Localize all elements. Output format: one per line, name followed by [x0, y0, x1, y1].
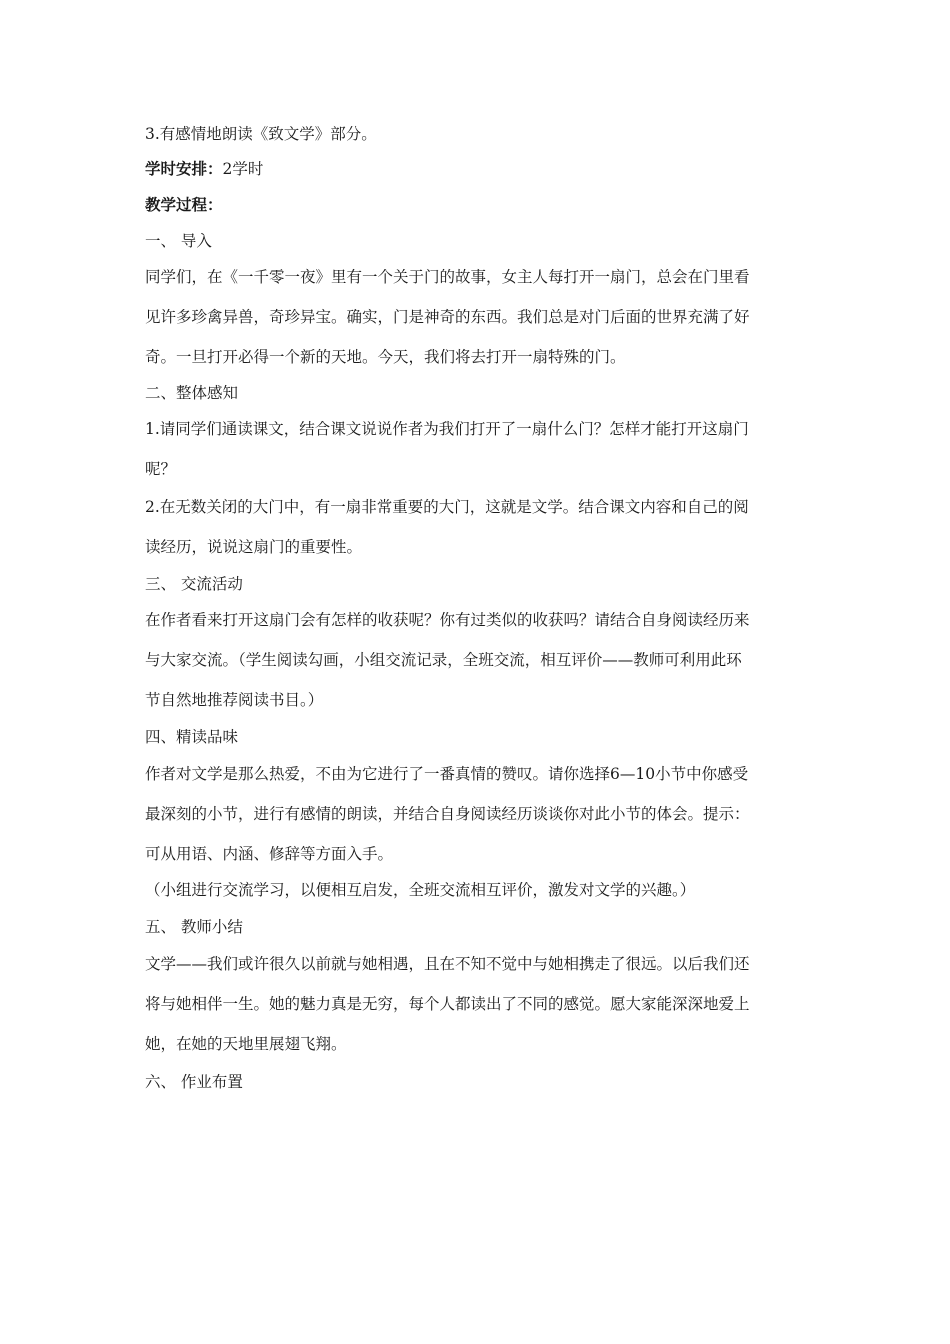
- section-1-paragraph-line: 见许多珍禽异兽，奇珍异宝。确实，门是神奇的东西。我们总是对门后面的世界充满了好: [145, 308, 750, 326]
- section-3-paragraph-line: 节自然地推荐阅读书目。）: [145, 691, 324, 709]
- section-4-paragraph-line: 作者对文学是那么热爱，不由为它进行了一番真情的赞叹。请你选择6—10小节中你感受: [145, 765, 749, 783]
- schedule-label: 学时安排：: [145, 159, 223, 178]
- section-2-item-1-line: 1.请同学们通读课文，结合课文说说作者为我们打开了一扇什么门？怎样才能打开这扇门: [145, 420, 749, 438]
- section-3-paragraph-line: 与大家交流。（学生阅读勾画，小组交流记录，全班交流，相互评价——教师可利用此环: [145, 651, 742, 669]
- section-4-paragraph-line: 最深刻的小节，进行有感情的朗读，并结合自身阅读经历谈谈你对此小节的体会。提示：: [145, 805, 750, 823]
- schedule-value: 2学时: [222, 160, 264, 178]
- section-1-paragraph-line: 同学们，在《一千零一夜》里有一个关于门的故事，女主人每打开一扇门，总会在门里看: [145, 268, 750, 286]
- section-4-paragraph-line: 可从用语、内涵、修辞等方面入手。: [145, 845, 394, 863]
- section-4-note: （小组进行交流学习，以便相互启发，全班交流相互评价，激发对文学的兴趣。）: [145, 881, 696, 899]
- section-1-paragraph-line: 奇。一旦打开必得一个新的天地。今天，我们将去打开一扇特殊的门。: [145, 348, 626, 366]
- section-2-item-2-line: 2.在无数关闭的大门中，有一扇非常重要的大门，这就是文学。结合课文内容和自己的阅: [145, 498, 749, 516]
- section-1-heading: 一、 导入: [145, 232, 212, 250]
- section-4-heading: 四、精读品味: [145, 728, 239, 746]
- section-2-item-1-line: 呢？: [145, 460, 177, 478]
- section-6-heading: 六、 作业布置: [145, 1073, 243, 1091]
- section-5-paragraph-line: 她，在她的天地里展翅飞翔。: [145, 1035, 347, 1053]
- section-5-paragraph-line: 文学——我们或许很久以前就与她相遇，且在不知不觉中与她相携走了很远。以后我们还: [145, 955, 750, 973]
- section-3-paragraph-line: 在作者看来打开这扇门会有怎样的收获呢？你有过类似的收获吗？请结合自身阅读经历来: [145, 611, 750, 629]
- section-2-item-2-line: 读经历，说说这扇门的重要性。: [145, 538, 363, 556]
- section-5-heading: 五、 教师小结: [145, 918, 243, 936]
- section-3-heading: 三、 交流活动: [145, 575, 243, 593]
- section-2-heading: 二、整体感知: [145, 384, 239, 402]
- section-5-paragraph-line: 将与她相伴一生。她的魅力真是无穷，每个人都读出了不同的感觉。愿大家能深深地爱上: [145, 995, 750, 1013]
- objective-3: 3.有感情地朗读《致文学》部分。: [145, 125, 377, 143]
- schedule-line: [145, 159, 263, 179]
- process-heading: 教学过程：: [145, 195, 223, 214]
